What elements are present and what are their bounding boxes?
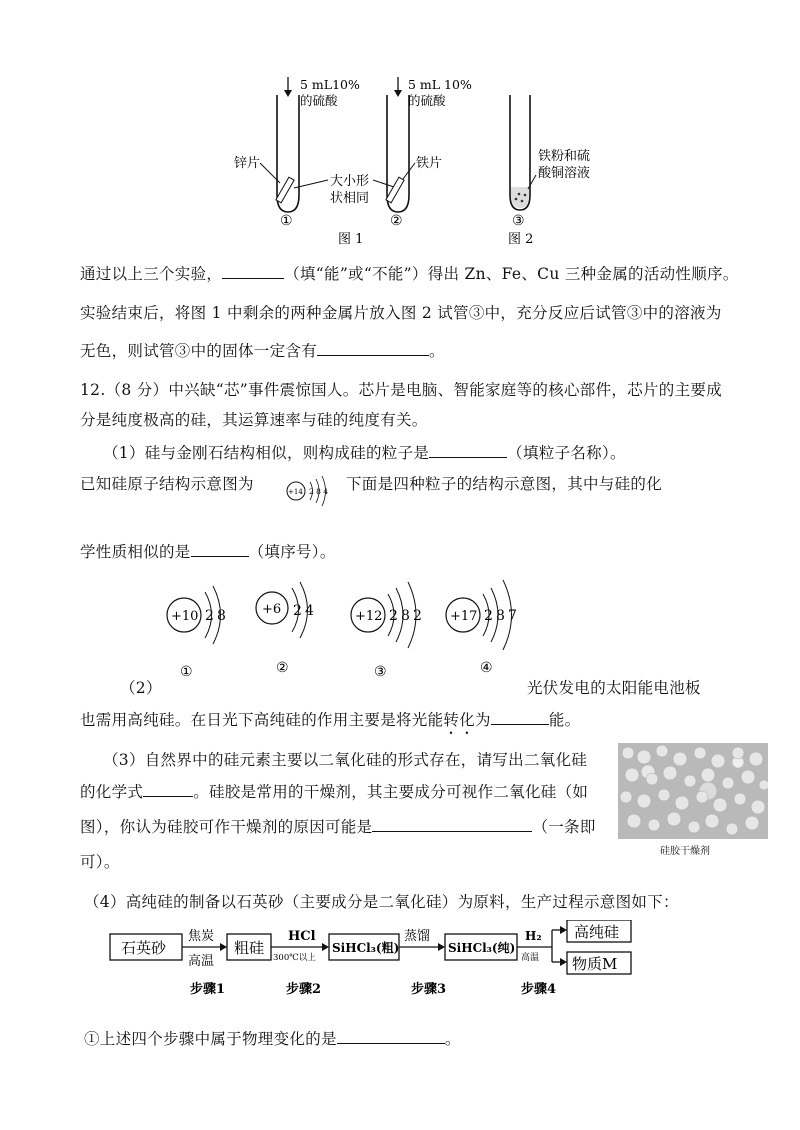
- text-line-8: 学性质相似的是 （填序号）。: [80, 543, 336, 561]
- tube2-label: 5 mL 10%: [408, 77, 472, 92]
- answer-blank-8[interactable]: [337, 1029, 445, 1044]
- arrow-2-bottom: 300℃以上: [273, 953, 316, 963]
- answer-blank-6[interactable]: [143, 782, 193, 797]
- particle-3-shell-2: 8: [401, 608, 410, 624]
- particle-2-label: ②: [276, 660, 289, 676]
- particle-4-shell-2: 8: [496, 608, 505, 624]
- particle-4: [446, 580, 517, 676]
- particle-3-shell-3: 2: [413, 608, 422, 624]
- tube1-label2: 的硫酸: [300, 93, 338, 108]
- answer-blank-7[interactable]: [372, 817, 532, 832]
- particle-1: [167, 586, 226, 680]
- box-substance-m-label: 物质M: [572, 955, 618, 973]
- production-flowchart: [100, 920, 660, 1000]
- tube3-label: 铁粉和硫: [538, 149, 591, 164]
- test-tube-figure: [220, 75, 600, 250]
- silica-gel-photo: [618, 743, 768, 839]
- particle-4-shell-3: 7: [508, 608, 517, 624]
- tube3-number: ③: [512, 213, 525, 229]
- particle-2-shell-1: 2: [293, 603, 302, 619]
- figure2-caption: 图 2: [508, 232, 534, 247]
- text-line-16: ①上述四个步骤中属于物理变化的是 。: [84, 1030, 461, 1048]
- answer-blank-4[interactable]: [191, 542, 249, 557]
- box-crude-silicon-label: 粗硅: [234, 939, 265, 957]
- particle-4-label: ④: [480, 660, 493, 676]
- step-2-label: 步骤2: [286, 982, 322, 997]
- tube2-label2: 的硫酸: [408, 93, 446, 108]
- iron-label: 铁片: [416, 156, 443, 171]
- text-line-6: （1）硅与金刚石结构相似，则构成硅的粒子是 （填粒子名称）。: [103, 444, 626, 462]
- arrow-1-top: 焦炭: [188, 929, 215, 944]
- answer-blank-1[interactable]: [222, 264, 284, 279]
- particle-diagrams: [150, 570, 540, 685]
- text-line-1: 通过以上三个实验， （填“能”或“不能”）得出 Zn、Fe、Cu 三种金属的活动性顺序。: [80, 265, 739, 283]
- particle-1-label: ①: [180, 664, 193, 680]
- text-line-12: 的化学式 。硅胶是常用的干燥剂，其主要成分可视作二氧化硅（如: [80, 783, 589, 801]
- zinc-label: 锌片: [234, 156, 261, 171]
- text-line-9b: 光伏发电的太阳能电池板: [527, 679, 701, 697]
- text-line-5: 分是纯度极高的硅，其运算速率与硅的纯度有关。: [80, 411, 428, 429]
- text-line-2: 实验结束后，将图 1 中剩余的两种金属片放入图 2 试管③中，充分反应后试管③中的溶液为: [80, 304, 722, 322]
- photo-caption: 硅胶干燥剂: [660, 846, 710, 857]
- box-sihcl3-crude-label: SiHCl₃(粗): [332, 941, 400, 955]
- tube3-label2: 酸铜溶液: [538, 166, 591, 181]
- particle-3-shell-1: 2: [389, 608, 398, 624]
- particle-4-nucleus: +17: [450, 609, 478, 624]
- answer-blank-5[interactable]: [491, 710, 549, 725]
- answer-blank-2[interactable]: [317, 341, 429, 356]
- box-quartz-sand-label: 石英砂: [121, 939, 167, 957]
- arrow-4-bottom: 高温: [521, 953, 540, 963]
- text-line-11: （3）自然界中的硅元素主要以二氧化硅的形式存在，请写出二氧化硅: [103, 751, 588, 769]
- tube2-number: ②: [390, 213, 403, 229]
- step-3-label: 步骤3: [411, 982, 447, 997]
- text-line-14: 可）。: [80, 853, 120, 871]
- question-12-title: 12.（8 分）中兴缺“芯”事件震惊国人。芯片是电脑、智能家庭等的核心部件，芯片的主要成: [80, 381, 722, 399]
- particle-3-label: ③: [374, 664, 387, 680]
- step-1-label: 步骤1: [190, 982, 226, 997]
- arrow-3-top: 蒸馏: [404, 929, 431, 944]
- arrow-1-bottom: 高温: [188, 954, 215, 969]
- answer-blank-3[interactable]: [429, 443, 507, 458]
- box-sihcl3-pure-label: SiHCl₃(纯): [448, 941, 516, 955]
- particle-1-nucleus: +10: [171, 609, 199, 624]
- particle-2: [256, 582, 314, 676]
- silicon-atom-diagram: [285, 466, 345, 516]
- text-line-3: 无色，则试管③中的固体一定含有 。: [80, 342, 445, 360]
- particle-1-shell-2: 8: [217, 608, 226, 624]
- particle-2-nucleus: +6: [262, 602, 282, 617]
- particle-4-shell-1: 2: [484, 608, 493, 624]
- text-line-9a: （2）: [120, 679, 162, 697]
- text-line-13: 图），你认为硅胶可作干燥剂的原因可能是 （一条即: [80, 818, 596, 836]
- arrow-2-top: HCl: [288, 929, 316, 944]
- same-shape-label: 大小形: [330, 174, 370, 189]
- arrow-4-top: H₂: [525, 929, 542, 943]
- particle-3-nucleus: +12: [355, 609, 383, 624]
- silicon-shells: 2 8 4: [309, 487, 329, 496]
- step-4-label: 步骤4: [521, 982, 557, 997]
- particle-3: [351, 582, 422, 680]
- text-line-7b: 下面是四种粒子的结构示意图，其中与硅的化: [346, 475, 663, 493]
- text-line-7: 已知硅原子结构示意图为: [80, 475, 254, 493]
- same-shape-label2: 状相同: [330, 191, 370, 206]
- particle-2-shell-2: 4: [305, 603, 314, 619]
- text-line-10: 也需用高纯硅。在日光下高纯硅的作用主要是将光能转化为 能。: [80, 711, 581, 729]
- tube1-label: 5 mL10%: [300, 77, 360, 92]
- box-high-purity-silicon-label: 高纯硅: [574, 923, 620, 941]
- tube1-number: ①: [280, 213, 293, 229]
- text-line-15: （4）高纯硅的制备以石英砂（主要成分是二氧化硅）为原料，生产过程示意图如下：: [84, 893, 679, 911]
- particle-1-shell-1: 2: [205, 608, 214, 624]
- figure1-caption: 图 1: [338, 232, 364, 247]
- silicon-nucleus: +14: [288, 488, 303, 496]
